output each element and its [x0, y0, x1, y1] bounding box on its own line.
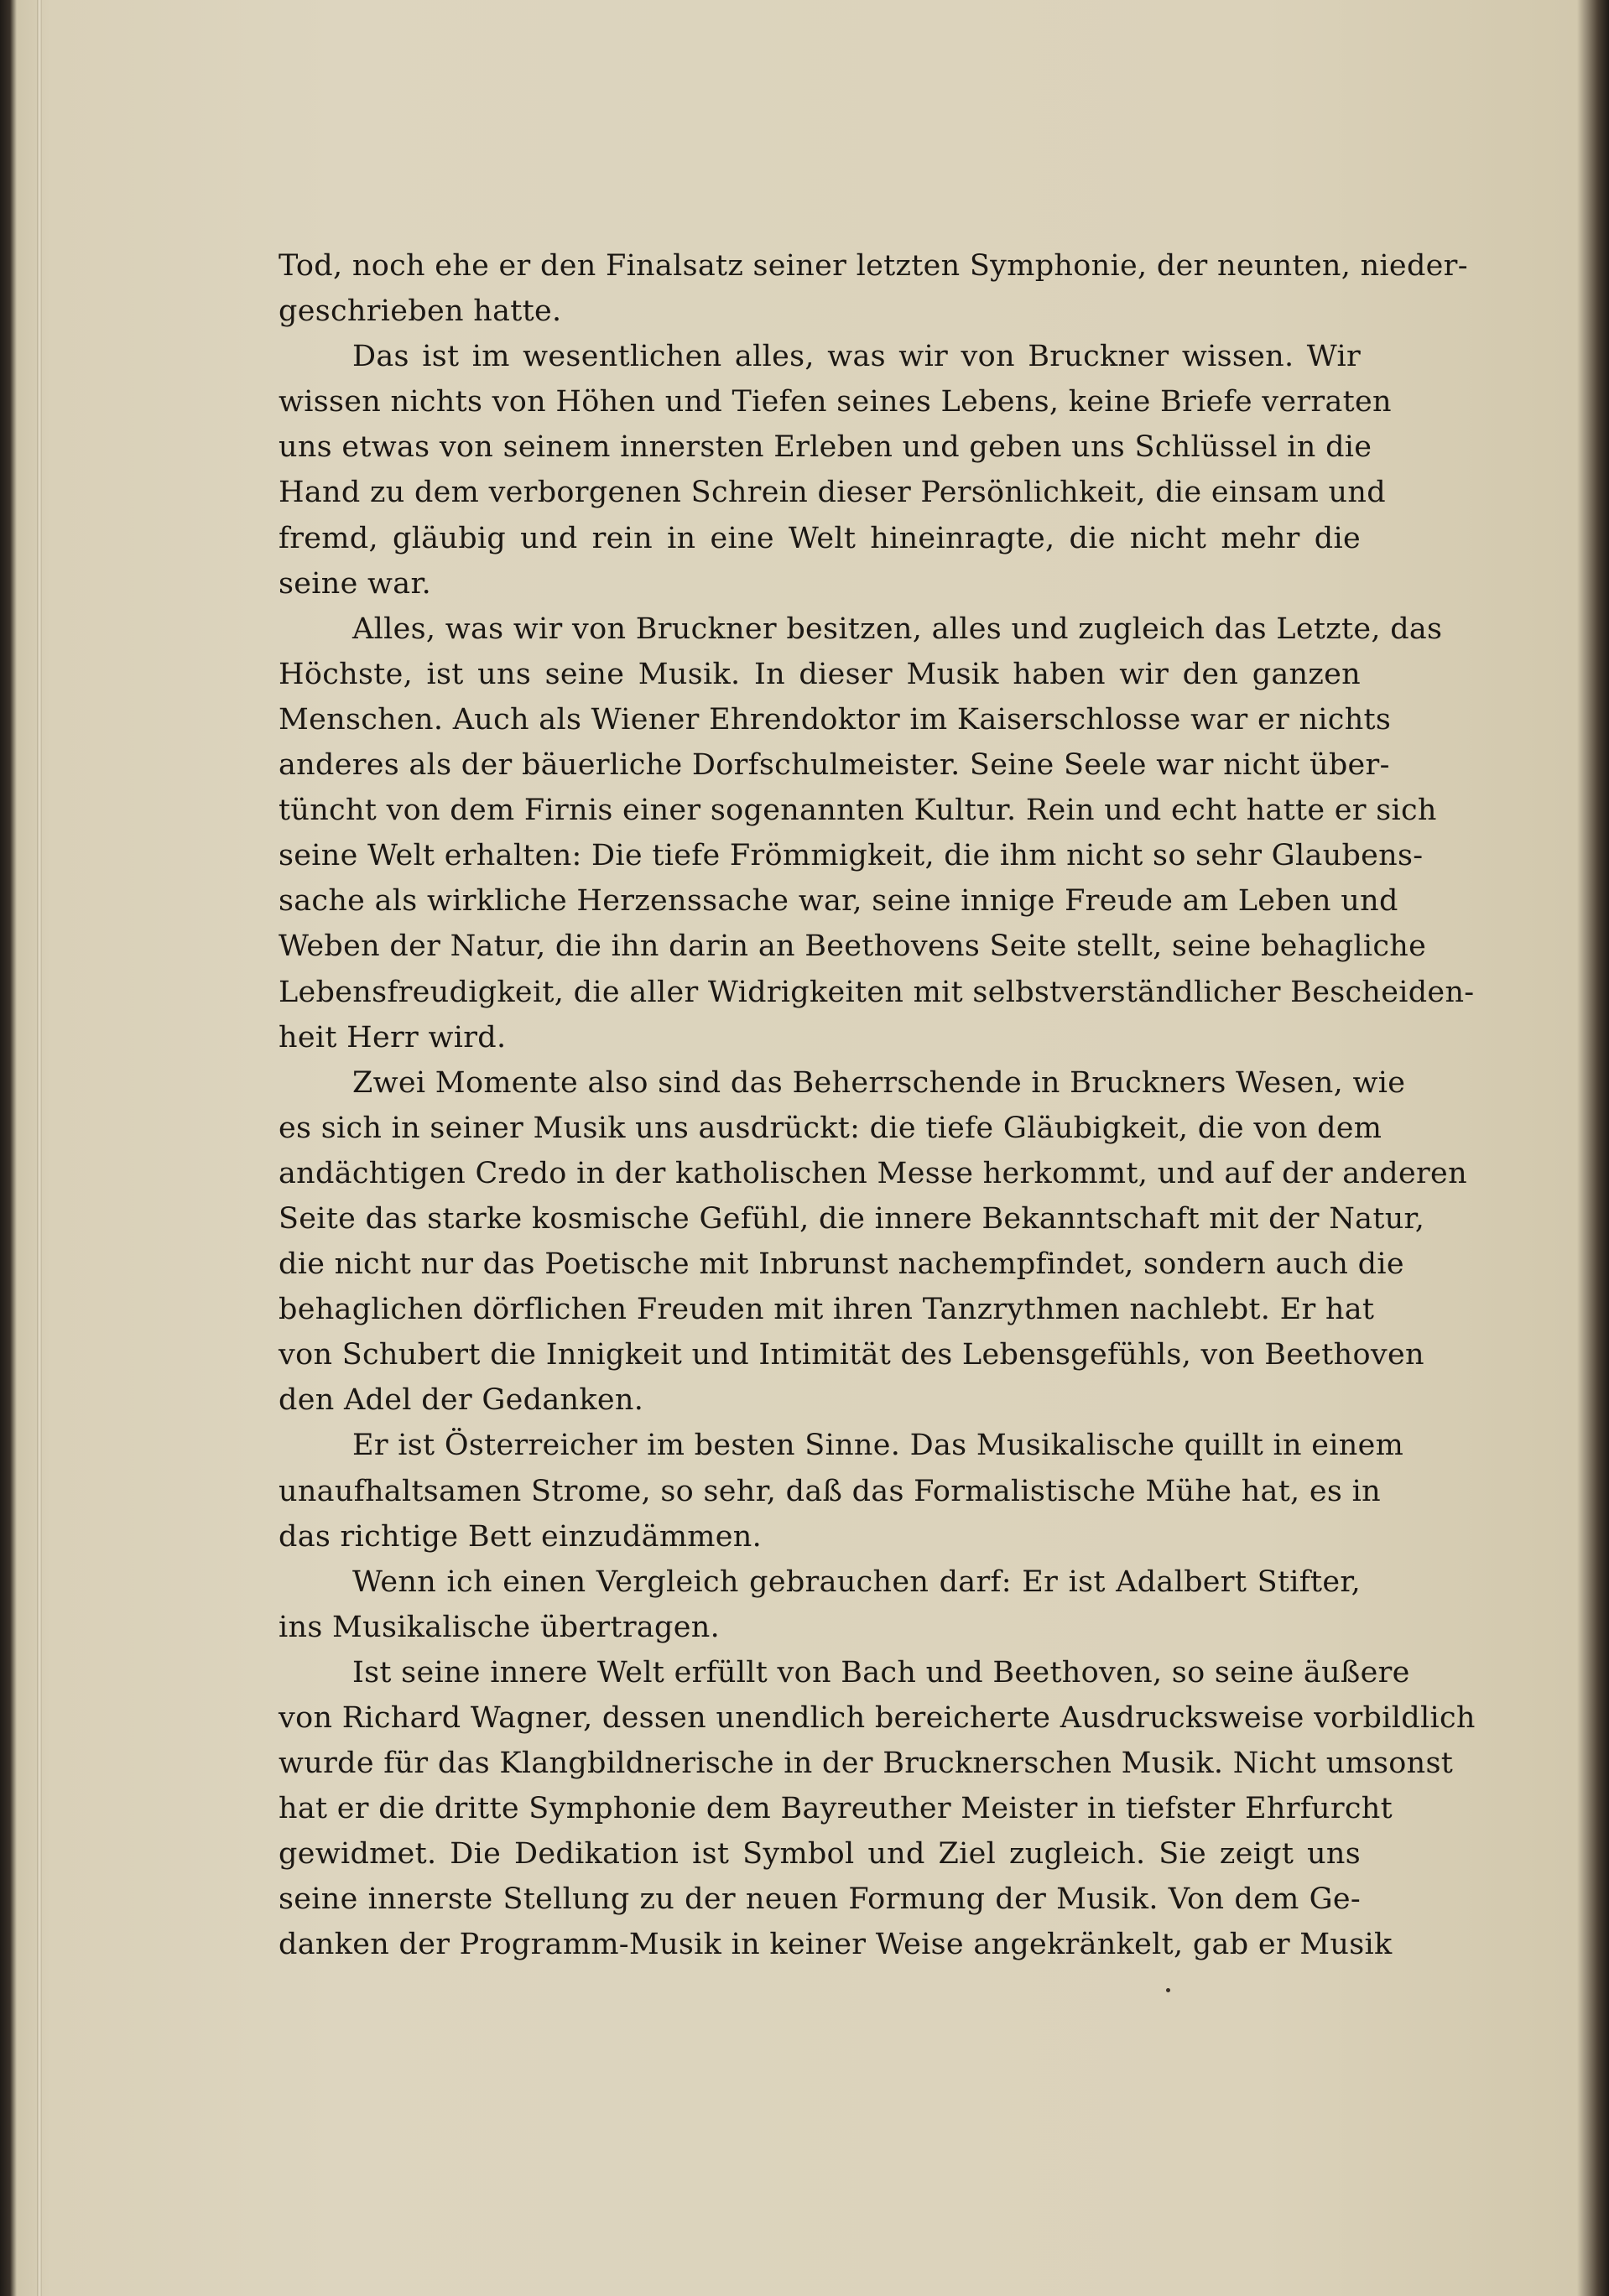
text-line: wurde für das Klangbildnerische in der Brucknerschen Musik. Nicht umsonst [279, 1747, 1454, 1781]
text-line: von Schubert die Innigkeit und Intimität des Lebensgefühls, von Beethoven [279, 1338, 1424, 1372]
text-line: behaglichen dörflichen Freuden mit ihren Tanzrythmen nachlebt. Er hat [279, 1293, 1375, 1327]
text-line: Er ist Österreicher im besten Sinne. Das Musikalische quillt in einem [352, 1429, 1404, 1463]
text-line: unaufhaltsamen Strome, so sehr, daß das Formalistische Mühe hat, es in [279, 1474, 1381, 1508]
text-line: Höchste, ist uns seine Musik. In dieser Musik haben wir den ganzen [279, 657, 1361, 691]
text-line: geschrieben hatte. [279, 294, 562, 329]
text-line: anderes als der bäuerliche Dorfschulmeister. Seine Seele war nicht über- [279, 748, 1390, 783]
text-line: Seite das starke kosmische Gefühl, die innere Bekanntschaft mit der Natur, [279, 1201, 1425, 1236]
text-line: wissen nichts von Höhen und Tiefen seines Lebens, keine Briefe verraten [279, 385, 1392, 419]
text-line: danken der Programm-Musik in keiner Weise angekränkelt, gab er Musik [279, 1928, 1393, 1962]
page-body-text [279, 243, 1476, 1968]
text-line: andächtigen Credo in der katholischen Messe herkommt, und auf der anderen [279, 1156, 1467, 1190]
text-line: heit Herr wird. [279, 1020, 507, 1054]
text-line: seine innerste Stellung zu der neuen Formung der Musik. Von dem Ge- [279, 1882, 1361, 1917]
text-line: gewidmet. Die Dedikation ist Symbol und Ziel zugleich. Sie zeigt uns [279, 1837, 1361, 1872]
text-line: Hand zu dem verborgenen Schrein dieser Persönlichkeit, die einsam und [279, 476, 1386, 510]
text-line: tüncht von dem Firnis einer sogenannten Kultur. Rein und echt hatte er sich [279, 794, 1437, 828]
text-line: das richtige Bett einzudämmen. [279, 1519, 763, 1554]
ink-speck [1166, 1988, 1170, 1992]
text-line: seine war. [279, 566, 432, 601]
text-line: den Adel der Gedanken. [279, 1383, 644, 1418]
text-line: Lebensfreudigkeit, die aller Widrigkeiten mit selbstverständlicher Bescheiden- [279, 975, 1475, 1009]
text-line: hat er die dritte Symphonie dem Bayreuther Meister in tiefster Ehrfurcht [279, 1792, 1393, 1826]
text-line: Ist seine innere Welt erfüllt von Bach und Beethoven, so seine äußere [352, 1655, 1410, 1689]
text-line: sache als wirkliche Herzenssache war, seine innige Freude am Leben und [279, 884, 1398, 919]
text-line: seine Welt erhalten: Die tiefe Frömmigkeit, die ihm nicht so sehr Glaubens- [279, 839, 1424, 873]
text-line: fremd, gläubig und rein in eine Welt hineinragte, die nicht mehr die [279, 521, 1361, 555]
text-line: Zwei Momente also sind das Beherrschende in Bruckners Wesen, wie [352, 1065, 1406, 1100]
text-line: uns etwas von seinem innersten Erleben und geben uns Schlüssel in die [279, 430, 1372, 465]
text-line: Menschen. Auch als Wiener Ehrendoktor im Kaiserschlosse war er nichts [279, 702, 1392, 737]
text-line: Das ist im wesentlichen alles, was wir von Bruckner wissen. Wir [352, 340, 1361, 374]
text-line: Wenn ich einen Vergleich gebrauchen darf: Er ist Adalbert Stifter, [352, 1565, 1361, 1599]
text-line: Alles, was wir von Bruckner besitzen, alles und zugleich das Letzte, das [352, 612, 1443, 646]
text-line: von Richard Wagner, dessen unendlich bereicherte Ausdrucksweise vorbildlich [279, 1701, 1476, 1735]
text-line: ins Musikalische übertragen. [279, 1610, 720, 1644]
text-line: Weben der Natur, die ihn darin an Beethovens Seite stellt, seine behagliche [279, 929, 1427, 964]
book-fold [37, 0, 42, 2296]
text-line: Tod, noch ehe er den Finalsatz seiner letzten Symphonie, der neunten, nieder- [279, 249, 1468, 283]
text-line: die nicht nur das Poetische mit Inbrunst nachempfindet, sondern auch die [279, 1247, 1404, 1282]
text-line: es sich in seiner Musik uns ausdrückt: die tiefe Gläubigkeit, die von dem [279, 1111, 1382, 1145]
